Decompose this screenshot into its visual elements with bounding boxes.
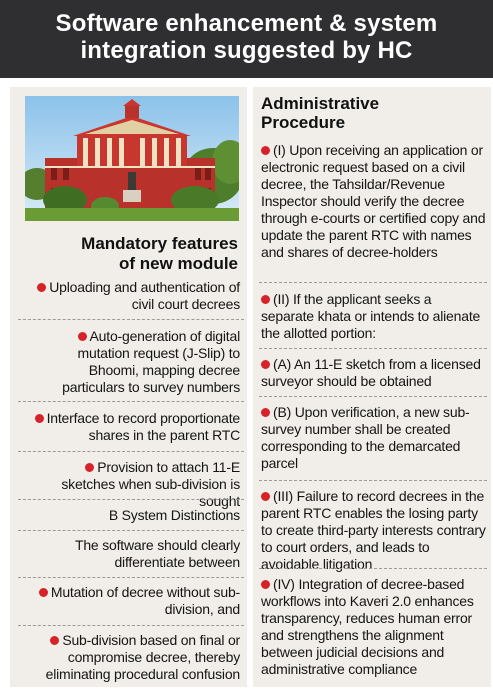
heading-line-2: of new module: [119, 254, 238, 273]
heading-line-2: Procedure: [261, 113, 346, 132]
feature-item: Mutation of decree without sub-division, and: [28, 584, 240, 618]
high-court-photo: [25, 96, 239, 221]
bullet-icon: [78, 332, 87, 341]
title-line-2: integration suggested by HC: [80, 37, 413, 64]
divider: [259, 480, 487, 481]
feature-item: Uploading and authentication of civil court decrees: [28, 279, 240, 313]
bullet-icon: [261, 295, 270, 304]
page-title: [0, 0, 493, 78]
heading-line-1: Administrative: [261, 94, 380, 113]
divider: [259, 396, 487, 397]
bullet-icon: [261, 146, 270, 155]
section-label: B System Distinctions: [108, 507, 240, 523]
procedure-item: (I) Upon receiving an application or electronic request based on a civil decree, the Tahsildar/Revenue Inspector should verify the decree through e-courts or certified copy and update the parent RTC with names and shares of decree-holders: [261, 142, 486, 260]
procedure-item: (B) Upon verification, a new sub-survey number shall be created corresponding to the demarcated parcel: [261, 404, 470, 471]
divider: [259, 348, 487, 349]
title-line-1: Software enhancement & system: [55, 10, 438, 37]
bullet-icon: [39, 588, 48, 597]
bullet-icon: [261, 360, 270, 369]
bullet-icon: [50, 636, 59, 645]
bullet-icon: [35, 414, 44, 423]
bullet-icon: [37, 283, 46, 292]
procedure-item: (II) If the applicant seeks a separate khata or intends to alienate the allotted portion:: [261, 291, 481, 341]
bullet-icon: [261, 580, 270, 589]
bullet-icon: [261, 408, 270, 417]
mandatory-features-panel: [10, 87, 247, 687]
procedure-item: (III) Failure to record decrees in the parent RTC enables the losing party to create third-party interests contrary to court orders, and leads to avoidable litigation: [261, 488, 486, 572]
feature-item: Sub-division based on final or compromise decree, thereby eliminating procedural confusion: [45, 632, 240, 682]
feature-item: The software should clearly differentiate between: [74, 537, 240, 570]
bullet-icon: [261, 492, 270, 501]
divider: [18, 451, 244, 452]
divider: [259, 282, 487, 283]
administrative-procedure-heading: [261, 94, 481, 132]
heading-line-1: Mandatory features: [81, 234, 238, 253]
divider: [18, 577, 244, 578]
divider: [18, 319, 244, 320]
feature-item: Auto-generation of digital mutation request (J-Slip) to Bhoomi, mapping decree particulars to survey numbers: [62, 328, 240, 395]
divider: [259, 568, 487, 569]
divider: [18, 625, 244, 626]
feature-item: Interface to record proportionate shares in the parent RTC: [28, 410, 240, 444]
bullet-icon: [85, 463, 94, 472]
divider: [18, 530, 244, 531]
mandatory-features-heading: [28, 234, 238, 274]
administrative-procedure-panel: [253, 87, 491, 687]
divider: [18, 499, 244, 500]
procedure-item: (A) An 11-E sketch from a licensed surveyor should be obtained: [261, 356, 481, 389]
procedure-item: (IV) Integration of decree-based workflows into Kaveri 2.0 enhances transparency, reduces human error and strengthens the alignment between judicial decisions and administrative compliance: [261, 576, 474, 677]
feature-item: Provision to attach 11-E sketches when sub-division is sought: [61, 459, 240, 509]
divider: [18, 401, 244, 402]
